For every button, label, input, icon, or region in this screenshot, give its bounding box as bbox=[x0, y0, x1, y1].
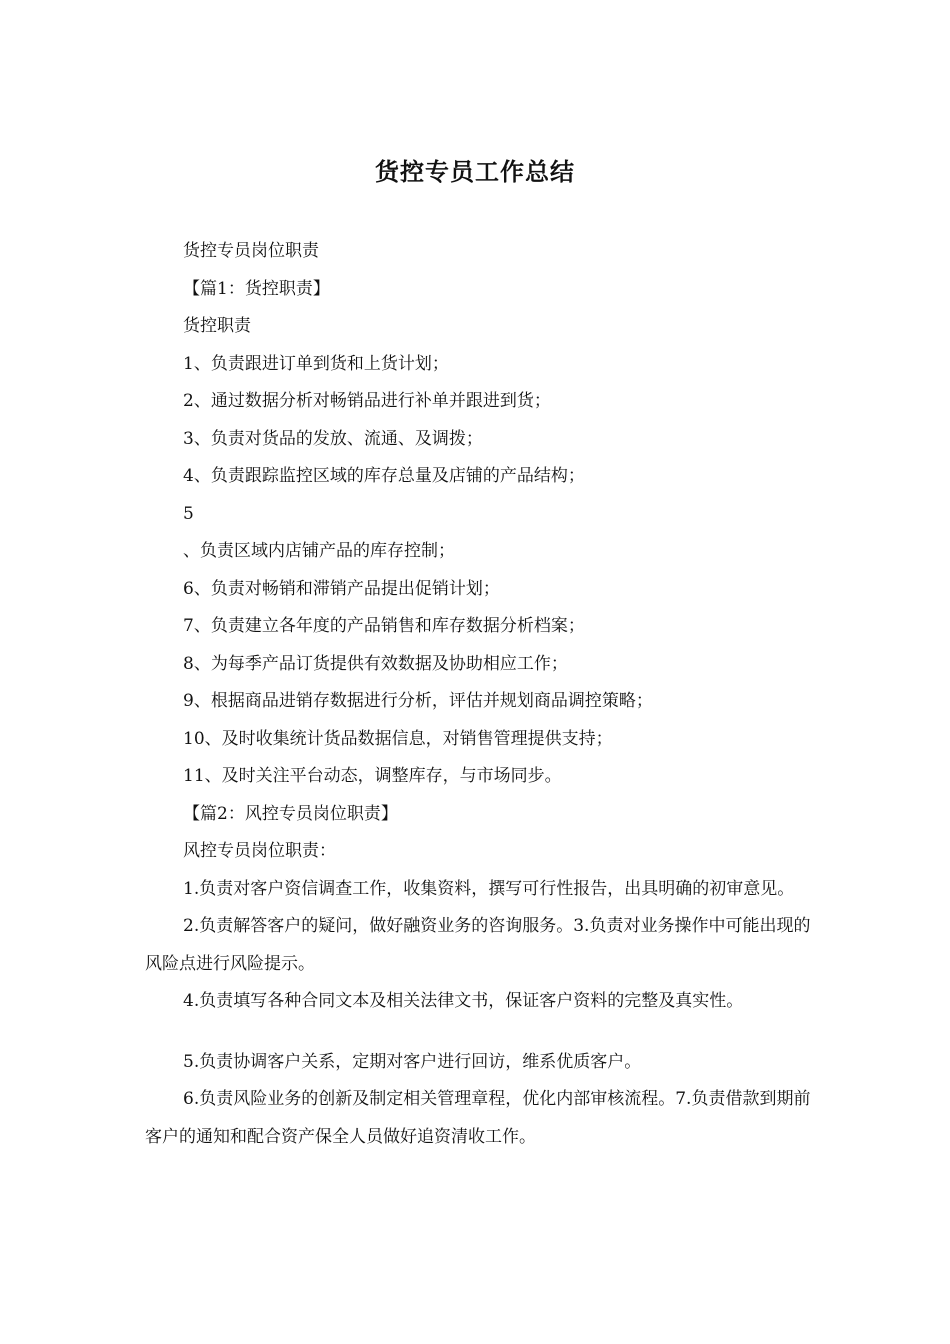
paragraph: 6.负责风险业务的创新及制定相关管理章程，优化内部审核流程。7.负责借款到期前客户的通知和配合资产保全人员做好追资清收工作。 bbox=[145, 1089, 811, 1147]
paragraph: 5.负责协调客户关系，定期对客户进行回访，维系优质客户。 bbox=[183, 1051, 642, 1072]
paragraph: 1.负责对客户资信调查工作，收集资料，撰写可行性报告，出具明确的初审意见。 bbox=[183, 878, 795, 899]
chapter-heading: 【篇1：货控职责】 bbox=[183, 278, 330, 299]
list-item: 8、为每季产品订货提供有效数据及协助相应工作； bbox=[183, 653, 568, 674]
list-item: 4、负责跟踪监控区域的库存总量及店铺的产品结构； bbox=[183, 466, 585, 486]
list-item: 6、负责对畅销和滞销产品提出促销计划； bbox=[183, 578, 500, 599]
subheading: 货控职责 bbox=[183, 316, 251, 336]
chapter-heading: 【篇2：风控专员岗位职责】 bbox=[183, 803, 398, 824]
list-item: 3、负责对货品的发放、流通、及调拨； bbox=[183, 428, 483, 449]
list-item: 、负责区域内店铺产品的库存控制； bbox=[183, 541, 455, 561]
list-item: 2、通过数据分析对畅销品进行补单并跟进到货； bbox=[183, 391, 551, 411]
paragraph: 4.负责填写各种合同文本及相关法律文书，保证客户资料的完整及真实性。 bbox=[183, 991, 744, 1011]
document-title: 货控专员工作总结 bbox=[375, 157, 575, 186]
paragraph: 2.负责解答客户的疑问，做好融资业务的咨询服务。3.负责对业务操作中可能出现的风险点进行风险提示。 bbox=[145, 916, 811, 974]
list-item: 11、及时关注平台动态，调整库存，与市场同步。 bbox=[183, 766, 562, 786]
list-item: 10、及时收集统计货品数据信息，对销售管理提供支持； bbox=[183, 728, 613, 749]
list-item-number: 5 bbox=[183, 503, 194, 524]
list-item: 7、负责建立各年度的产品销售和库存数据分析档案； bbox=[183, 616, 585, 636]
document-body bbox=[145, 233, 825, 1156]
list-item: 9、根据商品进销存数据进行分析，评估并规划商品调控策略； bbox=[183, 691, 653, 711]
list-item: 1、负责跟进订单到货和上货计划； bbox=[183, 353, 449, 374]
paragraph-spacer bbox=[145, 1021, 825, 1044]
subheading: 风控专员岗位职责： bbox=[183, 841, 336, 861]
section-heading: 货控专员岗位职责 bbox=[183, 241, 319, 261]
